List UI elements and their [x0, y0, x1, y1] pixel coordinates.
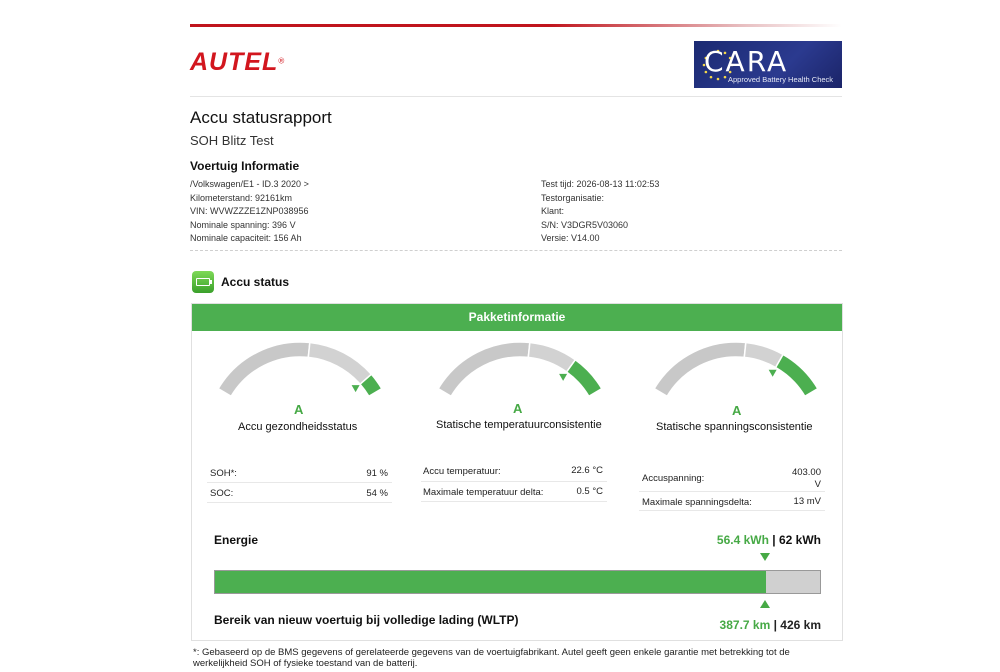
soc-row: SOC: 54 % [207, 483, 392, 503]
health-metrics [207, 463, 392, 503]
header-divider [190, 96, 842, 97]
autel-logo: AUTEL® [190, 48, 285, 76]
accu-voltage-row: Accuspanning: 403.00 V [639, 464, 825, 492]
section-divider [190, 250, 842, 251]
vehicle-info-heading: Voertuig Informatie [190, 159, 300, 173]
gauge-segment-active [567, 360, 602, 396]
gauge-pointer-icon [559, 374, 567, 381]
gauge-segment-active [776, 354, 818, 396]
voltage-gauge-label: Statische spanningsconsistentie [656, 421, 813, 433]
temperature-grade: A [513, 401, 523, 416]
energy-bar [214, 570, 821, 594]
package-info-header: Pakketinformatie [192, 304, 842, 331]
cara-logo [694, 41, 842, 88]
energy-total: 62 kWh [778, 533, 821, 547]
temperature-gauge-label: Statische temperatuurconsistentie [436, 419, 602, 431]
gauge-segment-low [654, 342, 746, 396]
gauge-pointer-icon [352, 385, 360, 392]
cara-word: CARA [704, 45, 789, 78]
range-current: 387.7 km [719, 618, 771, 632]
max-voltage-delta-row: Maximale spanningsdelta: 13 mV [639, 492, 825, 511]
vehicle-info-right [541, 178, 659, 246]
health-gauge-label: Accu gezondheidsstatus [238, 421, 358, 433]
range-value: 387.7 km | 426 km [719, 618, 821, 632]
test-organisation: Testorganisatie: [541, 192, 605, 203]
test-client: Klant: [541, 206, 565, 216]
range-label: Bereik van nieuw voertuig bij volledige lading (WLTP) [214, 613, 519, 627]
energy-marker-icon [760, 553, 770, 561]
vehicle-mileage: Kilometerstand: 92161km [190, 192, 293, 203]
page-subtitle: SOH Blitz Test [190, 133, 274, 148]
voltage-grade: A [732, 403, 742, 418]
vehicle-info-left [190, 178, 309, 246]
voltage-metrics [639, 464, 825, 511]
serial-number: S/N: V3DGR5V03060 [541, 219, 629, 230]
page-title: Accu statusrapport [190, 108, 332, 127]
vehicle-nominal-voltage: Nominale spanning: 396 V [190, 219, 296, 230]
gauge-segment-low [218, 342, 310, 396]
range-marker-icon [760, 600, 770, 608]
battery-status-icon [192, 271, 214, 293]
footnote: *: Gebaseerd op de BMS gegevens of gerelateerde gegevens van de voertuigfabrikant. Autel geeft geen enkele garantie met betrekking tot de werkelijkheid SOH of fysieke toestand van de batterij. [193, 647, 790, 669]
test-time: Test tijd: 2026-08-13 11:02:53 [541, 179, 660, 189]
gauge-segment-mid [308, 343, 371, 385]
voltage-gauge [641, 342, 831, 412]
accu-temperature-row: Accu temperatuur: 22.6 °C [421, 462, 607, 482]
gauge-segment-low [438, 342, 530, 396]
gauge-pointer-icon [769, 370, 777, 377]
vehicle-vin: VIN: WVWZZZE1ZNP038956 [190, 206, 309, 216]
vehicle-model: /Volkswagen/E1 - ID.3 2020 > [190, 179, 309, 189]
energy-label: Energie [214, 533, 259, 547]
energy-current: 56.4 kWh [716, 533, 769, 547]
soh-row: SOH*: 91 % [207, 463, 392, 483]
top-accent-bar [190, 24, 842, 27]
energy-bar-fill [215, 571, 766, 593]
cara-subtitle: Approved Battery Health Check [728, 75, 834, 84]
health-grade: A [294, 402, 304, 417]
range-total: 426 km [780, 618, 821, 632]
energy-value: 56.4 kWh | 62 kWh [716, 533, 821, 547]
gauge-segment-mid [528, 343, 575, 372]
battery-status-label: Accu status [221, 275, 290, 289]
software-version: Versie: V14.00 [541, 233, 600, 243]
max-temperature-delta-row: Maximale temperatuur delta: 0.5 °C [421, 482, 607, 502]
temperature-metrics [421, 462, 607, 502]
vehicle-nominal-capacity: Nominale capaciteit: 156 Ah [190, 233, 302, 243]
